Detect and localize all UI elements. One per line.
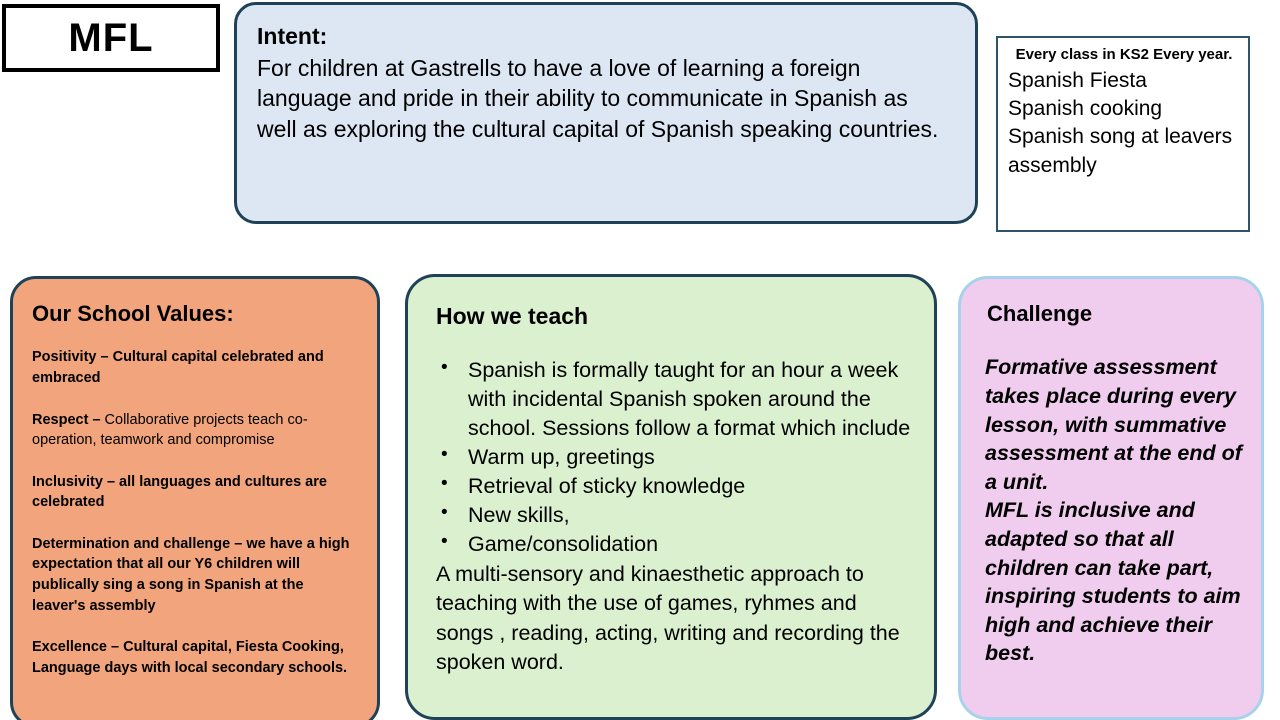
subject-title-box bbox=[2, 4, 220, 72]
challenge-paragraph-formative: Formative assessment takes place during every lesson, with summative assessment at the end of a unit. bbox=[985, 355, 1242, 494]
challenge-card bbox=[958, 276, 1264, 720]
value-detail-text: Cultural capital celebrated and embraced bbox=[32, 349, 324, 386]
list-item: • Warm up, greetings bbox=[436, 443, 918, 472]
value-item-excellence bbox=[32, 637, 357, 678]
how-we-teach-heading: How we teach bbox=[436, 303, 589, 329]
value-item-positivity bbox=[32, 347, 357, 388]
intent-card bbox=[234, 2, 978, 224]
ks2-activity-list bbox=[1008, 67, 1240, 180]
value-item-determination bbox=[32, 534, 357, 616]
intent-body-text: For children at Gastrells to have a love of learning a foreign language and pride in their ability to communicate in Spanish as well as exploring the cultural capital of Spanish speaking countries. bbox=[257, 55, 939, 142]
value-lead-label: Excellence – bbox=[32, 639, 124, 656]
intent-heading: Intent: bbox=[257, 23, 328, 49]
value-lead-label: Respect – bbox=[32, 411, 105, 428]
school-values-heading: Our School Values: bbox=[32, 301, 234, 326]
value-lead-label: Determination and challenge – bbox=[32, 535, 247, 552]
value-detail-text: we have a high expectation that all our Y6 children will publically sing a song in Spanish at the leaver's assembly bbox=[32, 535, 350, 614]
teach-bullet-list bbox=[436, 356, 918, 559]
value-lead-label: Positivity – bbox=[32, 349, 113, 366]
list-item: • Retrieval of sticky knowledge bbox=[436, 472, 918, 501]
ks2-heading: Every class in KS2 Every year. bbox=[1015, 46, 1233, 63]
ks2-activities-card bbox=[996, 36, 1250, 232]
subject-title-label: MFL bbox=[68, 16, 154, 60]
list-item: • Spanish is formally taught for an hour a week with incidental Spanish spoken around the school. Sessions follow a format which include bbox=[436, 356, 918, 443]
list-item: Spanish song at leavers assembly bbox=[1008, 125, 1233, 177]
list-item: • Game/consolidation bbox=[436, 530, 918, 559]
value-item-respect bbox=[32, 410, 357, 451]
value-lead-label: Inclusivity – bbox=[32, 473, 120, 490]
school-values-card bbox=[10, 276, 380, 720]
teach-closing-text: A multi-sensory and kinaesthetic approach to teaching with the use of games, ryhmes and songs , reading, acting, writing and recording the spoken word. bbox=[436, 561, 900, 675]
value-item-inclusivity bbox=[32, 472, 357, 513]
list-item: • New skills, bbox=[436, 501, 918, 530]
list-item: Spanish Fiesta bbox=[1008, 68, 1147, 92]
value-detail-text: Collaborative projects teach co-operation, teamwork and compromise bbox=[32, 411, 308, 449]
value-detail-text: Cultural capital, Fiesta Cooking, Language days with local secondary schools. bbox=[32, 639, 348, 676]
challenge-heading: Challenge bbox=[987, 301, 1093, 326]
challenge-paragraph-inclusive: MFL is inclusive and adapted so that all children can take part, inspiring students to aim high and achieve their best. bbox=[985, 498, 1241, 666]
value-detail-text: all languages and cultures are celebrated bbox=[32, 473, 327, 511]
list-item: Spanish cooking bbox=[1008, 97, 1163, 121]
how-we-teach-card bbox=[405, 274, 937, 720]
